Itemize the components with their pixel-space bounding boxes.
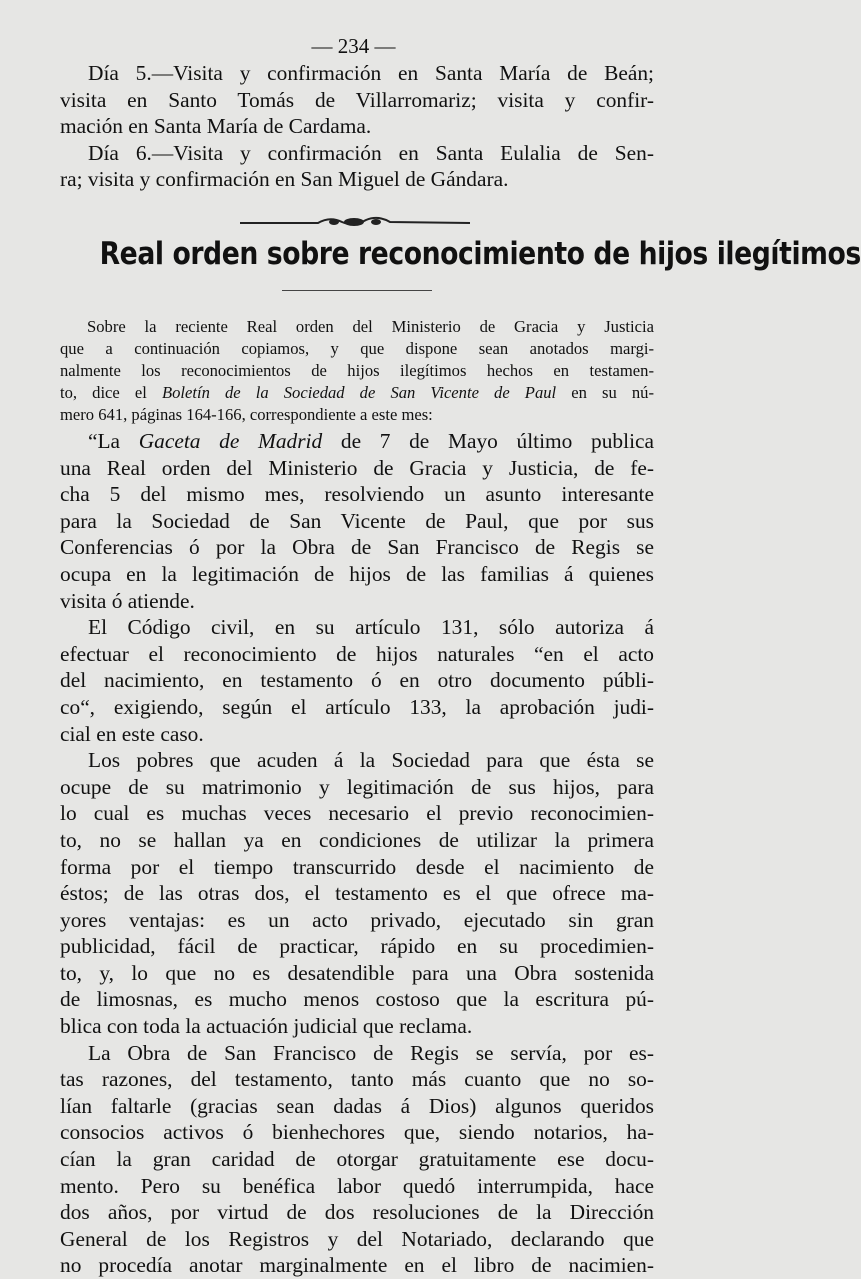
text-line: El Código civil, en su artículo 131, sólo autoriza á: [88, 615, 654, 640]
article-title: Real orden sobre reconocimiento de hijos ilegítimos: [99, 236, 861, 272]
text-line: de limosnas, es mucho menos costoso que la escritura pú-: [60, 987, 654, 1012]
text-line: cían la gran caridad de otorgar gratuitamente ese docu-: [60, 1147, 654, 1172]
text-line: una Real orden del Ministerio de Gracia y Justicia, de fe-: [60, 455, 654, 480]
text-line: Día 6.—Visita y confirmación en Santa Eulalia de Sen-: [88, 140, 654, 165]
text-line: Día 5.—Visita y confirmación en Santa María de Beán;: [88, 61, 654, 85]
text-line: cha 5 del mismo mes, resolviendo un asunto interesante: [60, 482, 654, 507]
text-line: forma por el tiempo transcurrido desde el nacimiento de: [60, 854, 654, 879]
text-line: General de los Registros y del Notariado, declarando que: [60, 1226, 654, 1251]
text-line: yores ventajas: es un acto privado, ejecutado sin gran: [60, 907, 654, 932]
text-line: ra; visita y confirmación en San Miguel de Gándara.: [60, 167, 509, 192]
bulletin-title: Boletín de la Sociedad de San Vicente de Paul: [161, 383, 557, 402]
ornament-divider: [238, 212, 472, 232]
text-line: dos años, por virtud de dos resoluciones de la Dirección: [60, 1200, 654, 1225]
text-line: Los pobres que acuden á la Sociedad para que ésta se: [88, 748, 654, 773]
text-line: mero 641, páginas 164-166, correspondiente a este mes:: [60, 405, 433, 424]
text-line: visita en Santo Tomás de Villarromariz; visita y confir-: [60, 87, 654, 112]
text-line: para la Sociedad de San Vicente de Paul, que por sus: [60, 508, 654, 533]
text-line: co“, exigiendo, según el artículo 133, la aprobación judi-: [60, 694, 654, 719]
page-number: — 234 —: [311, 34, 396, 58]
text-line: “La Gaceta de Madrid de 7 de Mayo último publica: [88, 429, 655, 453]
text-line: éstos; de las otras dos, el testamento es el que ofrece ma-: [60, 881, 654, 906]
text-line: no procedía anotar marginalmente en el libro de nacimien-: [60, 1253, 654, 1278]
text-line: nalmente los reconocimientos de hijos ilegítimos hechos en testamen-: [60, 361, 654, 380]
text-line: blica con toda la actuación judicial que reclama.: [60, 1014, 473, 1039]
text-line: ocupa en la legitimación de hijos de las familias á quienes: [60, 561, 654, 586]
text-line: Conferencias ó por la Obra de San Francisco de Regis se: [60, 535, 654, 560]
text-line: lo cual es muchas veces necesario el previo reconocimien-: [60, 801, 654, 826]
text-line: La Obra de San Francisco de Regis se servía, por es-: [88, 1040, 654, 1065]
gazette-title: Gaceta de Madrid: [138, 429, 323, 453]
text-line: cial en este caso.: [60, 721, 204, 746]
text-line: tas razones, del testamento, tanto más cuanto que no so-: [60, 1067, 654, 1092]
quoted-article: [60, 428, 654, 1279]
diary-entries: [60, 60, 654, 193]
text-line: to, dice el Boletín de la Sociedad de San Vicente de Paul en su nú-: [60, 383, 654, 402]
text-line: efectuar el reconocimiento de hijos naturales “en el acto: [60, 641, 654, 666]
text-line: to, y, lo que no es desatendible para una Obra sostenida: [60, 960, 654, 985]
text-line: del nacimiento, en testamento ó en otro documento públi-: [60, 668, 654, 693]
text-line: visita ó atiende.: [60, 588, 195, 613]
text-line: mación en Santa María de Cardama.: [60, 114, 372, 139]
text-line: publicidad, fácil de practicar, rápido en su procedimien-: [60, 934, 654, 959]
text-line: Sobre la reciente Real orden del Ministerio de Gracia y Justicia: [87, 317, 654, 336]
text-line: que a continuación copiamos, y que dispone sean anotados margi-: [60, 339, 654, 358]
text-line: consocios activos ó bienhechores que, siendo notarios, ha-: [60, 1120, 654, 1145]
title-rule: [282, 290, 432, 291]
intro-paragraph: [60, 316, 654, 426]
text-line: mento. Pero su benéfica labor quedó interrumpida, hace: [60, 1173, 654, 1198]
text-line: ocupe de su matrimonio y legitimación de sus hijos, para: [60, 774, 654, 799]
text-line: to, no se hallan ya en condiciones de utilizar la primera: [60, 827, 654, 852]
text-line: lían faltarle (gracias sean dadas á Dios) algunos queridos: [60, 1093, 654, 1118]
